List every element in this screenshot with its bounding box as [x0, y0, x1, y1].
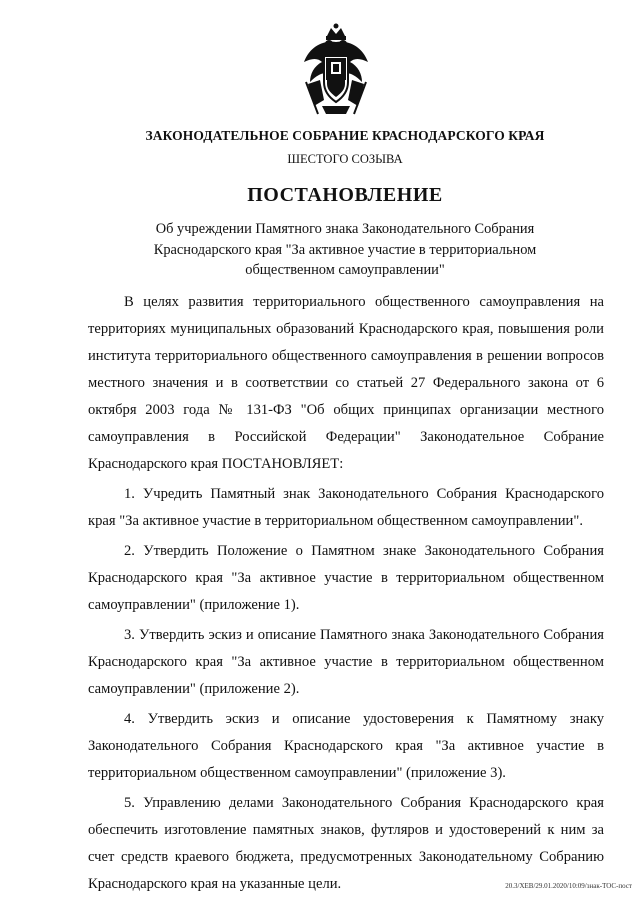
resolution-item-3: 3. Утвердить эскиз и описание Памятного знака Законодательного Собрания Краснодарского края "За активное участие в территориальном общественном самоуправлении" (приложение 2).: [88, 627, 604, 697]
organization-name: ЗАКОНОДАТЕЛЬНОЕ СОБРАНИЕ КРАСНОДАРСКОГО КРАЯ: [145, 128, 545, 143]
convocation-label: ШЕСТОГО СОЗЫВА: [287, 152, 403, 166]
resolution-item-4: 4. Утвердить эскиз и описание удостоверения к Памятному знаку Законодательного Собрания Краснодарского края "За активное участие в территориальном общественном самоуправлении" (приложение 3).: [88, 711, 604, 781]
coat-of-arms-icon: [300, 22, 372, 118]
preamble-paragraph: В целях развития территориального общественного самоуправления на территориях муниципальных образований Краснодарского края, повышения роли института территориального общественного самоуправления в решении вопросов местного значения и в соответствии со статьей 27 Федерального закона от 6 октября 2003 года № 131-ФЗ "Об общих принципах организации местного самоуправления в Российской Федерации" Законодательное Собрание Краснодарского края ПОСТАНОВЛЯЕТ:: [88, 294, 604, 472]
document-title: ПОСТАНОВЛЕНИЕ: [247, 184, 443, 206]
resolution-item-5: 5. Управлению делами Законодательного Собрания Краснодарского края обеспечить изготовление памятных знаков, футляров и удостоверений к ним за счет средств краевого бюджета, предусмотренных Законодательному Собранию Краснодарского края на указанные цели.: [88, 795, 604, 892]
document-body: [88, 289, 604, 898]
resolution-item-1: 1. Учредить Памятный знак Законодательного Собрания Краснодарского края "За активное участие в территориальном общественном самоуправлении".: [88, 486, 604, 529]
document-code: 20.3/ХЕВ/29.01.2020/10:09/знак-ТОС-пост: [505, 882, 632, 890]
document-subject: Об учреждении Памятного знака Законодательного Собрания Краснодарского края "За активное участие в территориальном общественном самоуправлении": [153, 221, 537, 278]
resolution-item-2: 2. Утвердить Положение о Памятном знаке Законодательного Собрания Краснодарского края "За активное участие в территориальном общественном самоуправлении" (приложение 1).: [88, 543, 604, 613]
